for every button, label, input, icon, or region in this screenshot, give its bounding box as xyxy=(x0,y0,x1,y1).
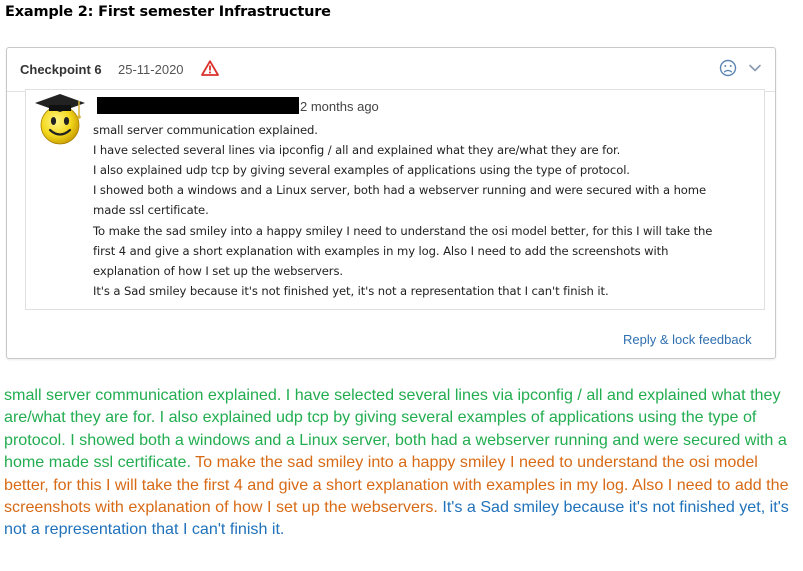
redacted-name xyxy=(97,97,299,114)
summary-blue-text: It's a Sad smiley because it's not finished yet, it's not a representation that I can't finish it. xyxy=(4,498,789,539)
feedback-message xyxy=(25,89,765,310)
warning-icon xyxy=(201,60,219,76)
reply-lock-feedback-link[interactable]: Reply & lock feedback xyxy=(623,332,752,347)
message-line: made ssl certificate. xyxy=(93,203,209,217)
checkpoint-card xyxy=(6,47,776,359)
message-line: first 4 and give a short explanation with examples in my log. Also I need to add the screenshots with xyxy=(93,244,669,258)
message-line: small server communication explained. xyxy=(93,123,318,137)
summary-green-text: small server communication explained. I have selected several lines via ipconfig / all and explained what they are/what they are for. I also explained udp tcp by giving several examples of applications using the type of protocol. I showed both a windows and a Linux server, both had a webserver running and were secured with a home made ssl certificate. xyxy=(4,386,787,472)
chevron-down-icon[interactable] xyxy=(748,62,762,74)
message-line: I showed both a windows and a Linux server, both had a webserver running and were secured with a home xyxy=(93,183,707,197)
color-coded-summary xyxy=(4,384,800,541)
card-header[interactable] xyxy=(7,48,775,92)
page-heading: Example 2: First semester Infrastructure xyxy=(5,4,331,20)
message-line: I also explained udp tcp by giving several examples of applications using the type of protocol. xyxy=(93,163,630,177)
checkpoint-date: 25-11-2020 xyxy=(118,62,184,77)
checkpoint-title: Checkpoint 6 xyxy=(20,62,102,77)
message-line: To make the sad smiley into a happy smiley I need to understand the osi model better, for this I will take the xyxy=(93,224,713,238)
summary-orange-text: To make the sad smiley into a happy smiley I need to understand the osi model better, for this I will take the first 4 and give a short explanation with examples in my log. Also I need to add the screenshots with explanation of how I set up the webservers. xyxy=(4,453,789,517)
message-time: 2 months ago xyxy=(300,99,379,114)
message-line: explanation of how I set up the webservers. xyxy=(93,264,344,278)
graduate-smiley-avatar xyxy=(29,90,91,150)
message-line: It's a Sad smiley because it's not finished yet, it's not a representation that I can't finish it. xyxy=(93,284,609,298)
sad-face-icon[interactable] xyxy=(719,59,737,77)
message-line: I have selected several lines via ipconfig / all and explained what they are/what they are for. xyxy=(93,143,621,157)
